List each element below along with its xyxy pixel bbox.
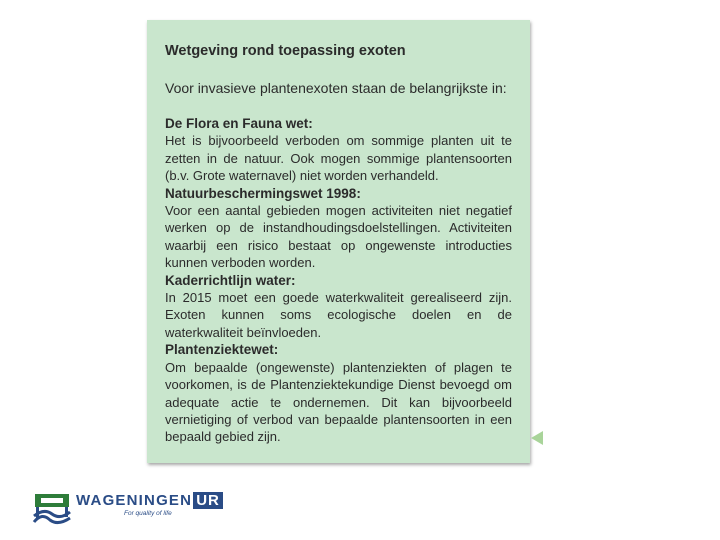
section-text-plantenziektewet: Om bepaalde (ongewenste) plantenziekten of plagen te voorkomen, is de Plantenziektekundige Dienst bevoegd om adequate actie te ondernemen. Dit kan bijvoorbeeld vernietiging of verbod van bepaalde plantensoorten in een bepaald gebied zijn.: [165, 359, 512, 445]
section-text-flora-fauna: Het is bijvoorbeeld verboden om sommige planten uit te zetten in de natuur. Ook mogen sommige plantensoorten (b.v. Grote waternavel) niet worden verhandeld.: [165, 133, 512, 184]
wageningen-logo-icon: [32, 492, 72, 526]
box-title: Wetgeving rond toepassing exoten: [165, 43, 406, 59]
info-box: [147, 20, 530, 463]
logo-ur-badge: UR: [193, 492, 223, 509]
box-intro: Voor invasieve plantenexoten staan de belangrijkste in:: [165, 80, 507, 96]
triangle-left-icon[interactable]: [531, 431, 543, 445]
section-heading-plantenziektewet: Plantenziektewet:: [165, 342, 279, 358]
logo-word: WAGENINGEN: [76, 491, 193, 509]
sections: [165, 115, 512, 446]
logo-tagline: For quality of life: [124, 510, 172, 517]
logo-wordmark: [76, 492, 223, 508]
wageningen-logo: [32, 492, 232, 528]
section-text-natuurbescherming: Voor een aantal gebieden mogen activiteiten niet negatief werken op de instandhoudingsdoelstellingen. Activiteiten waarbij een risico bestaat op ongewenste introducties kunnen verboden worden.: [165, 203, 512, 271]
section-heading-natuurbescherming: Natuurbeschermingswet 1998:: [165, 185, 361, 201]
section-heading-flora-fauna: De Flora en Fauna wet:: [165, 116, 313, 131]
section-heading-kaderrichtlijn: Kaderrichtlijn water:: [165, 272, 296, 288]
section-text-kaderrichtlijn: In 2015 moet een goede waterkwaliteit gerealiseerd zijn. Exoten kunnen soms ecologische doelen en de waterkwaliteit beïnvloeden.: [165, 290, 512, 340]
